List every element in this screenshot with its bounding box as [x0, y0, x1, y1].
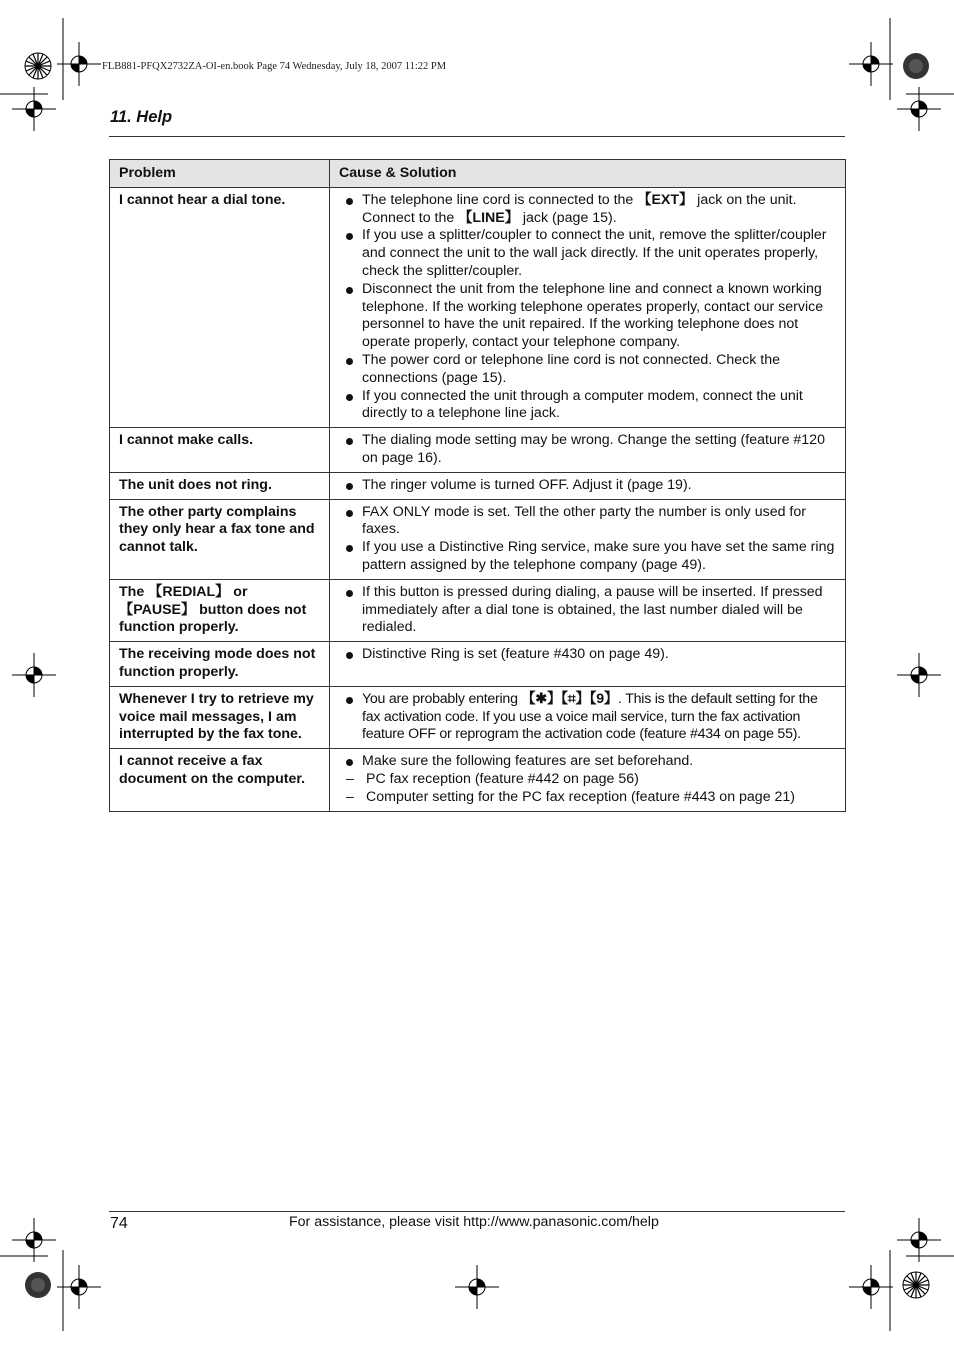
- cause-item: The ringer volume is turned OFF. Adjust it (page 19).: [344, 477, 837, 495]
- assistance-note: For assistance, please visit http://www.panasonic.com/help: [289, 1214, 659, 1230]
- feature-subitem: – PC fax reception (feature #442 on page 56): [344, 771, 837, 789]
- cause-list: [344, 504, 837, 575]
- cause-item: If you connected the unit through a computer modem, connect the unit directly to a telephone line jack.: [344, 388, 837, 424]
- problem-cell: I cannot receive a fax document on the computer.: [110, 749, 330, 811]
- table-row: [110, 686, 846, 748]
- registration-target: [12, 87, 56, 131]
- cause-item: Disconnect the unit from the telephone line and connect a known working telephone. If the working telephone operates properly, contact our service personnel to have the unit repaired. If the working telephone does not operate properly, contact your telephone company.: [344, 281, 837, 352]
- registration-target: [455, 1265, 499, 1309]
- cause-cell: [330, 642, 846, 687]
- fax-activation-code-keys: 【✱】【⌗】【9】: [521, 690, 618, 707]
- registration-target: [57, 1265, 101, 1309]
- column-header-cause-solution: Cause & Solution: [330, 160, 846, 188]
- problem-cell: The 【REDIAL】 or 【PAUSE】 button does not function properly.: [110, 579, 330, 641]
- troubleshooting-table: [109, 159, 846, 812]
- starburst-mark: [902, 1271, 930, 1299]
- line-key-label: 【LINE】: [458, 209, 519, 226]
- cause-list: [344, 192, 837, 423]
- cause-list: [344, 753, 837, 771]
- cause-item: Distinctive Ring is set (feature #430 on page 49).: [344, 646, 837, 664]
- cause-item: If this button is pressed during dialing, a pause will be inserted. If pressed immediately after a dial tone is obtained, the last number dialed will be redialed.: [344, 584, 837, 637]
- registration-target: [849, 42, 893, 86]
- table-row: [110, 499, 846, 579]
- cause-item: You are probably entering 【✱】【⌗】【9】. This is the default setting for the fax activation code. If you use a voice mail service, turn the fax activation feature OFF or reprogram the activation code (feature #434 on page 55).: [344, 691, 837, 744]
- table-header-row: [110, 160, 846, 188]
- table-row: [110, 472, 846, 499]
- table-row: [110, 749, 846, 811]
- section-title: 11. Help: [110, 108, 173, 126]
- problem-cell: I cannot hear a dial tone.: [110, 187, 330, 427]
- density-dot-mark: [24, 1271, 52, 1299]
- registration-target: [897, 1218, 941, 1262]
- print-slug: FLB881-PFQX2732ZA-OI-en.book Page 74 Wednesday, July 18, 2007 11:22 PM: [102, 61, 447, 72]
- problem-cell: The receiving mode does not function properly.: [110, 642, 330, 687]
- registration-target: [897, 87, 941, 131]
- registration-target: [849, 1265, 893, 1309]
- cause-list: [344, 691, 837, 744]
- table-row: [110, 642, 846, 687]
- table-row: [110, 187, 846, 427]
- table-row: [110, 579, 846, 641]
- page-number: 74: [110, 1215, 128, 1232]
- cause-cell: [330, 499, 846, 579]
- cause-cell: [330, 428, 846, 473]
- header-rule: [109, 136, 845, 137]
- cause-item: FAX ONLY mode is set. Tell the other party the number is only used for faxes.: [344, 504, 837, 540]
- ext-key-label: 【EXT】: [637, 191, 694, 208]
- cause-cell: [330, 472, 846, 499]
- registration-target: [12, 653, 56, 697]
- feature-subitem: – Computer setting for the PC fax reception (feature #443 on page 21): [344, 789, 837, 807]
- problem-cell: The other party complains they only hear a fax tone and cannot talk.: [110, 499, 330, 579]
- cause-list: [344, 584, 837, 637]
- cause-list: [344, 646, 837, 664]
- cause-cell: [330, 686, 846, 748]
- cause-list: [344, 432, 837, 468]
- density-dot-mark: [902, 52, 930, 80]
- problem-cell: Whenever I try to retrieve my voice mail messages, I am interrupted by the fax tone.: [110, 686, 330, 748]
- table-row: [110, 428, 846, 473]
- cause-item: If you use a splitter/coupler to connect the unit, remove the splitter/coupler and connect the unit to the wall jack directly. If the unit operates properly, check the splitter/coupler.: [344, 227, 837, 280]
- registration-target: [12, 1218, 56, 1262]
- pause-key-label: 【PAUSE】: [119, 601, 196, 618]
- cause-cell: [330, 187, 846, 427]
- cause-cell: [330, 749, 846, 811]
- cause-item: The power cord or telephone line cord is not connected. Check the connections (page 15).: [344, 352, 837, 388]
- feature-sublist: [344, 771, 837, 807]
- registration-target: [897, 653, 941, 697]
- registration-target: [57, 42, 101, 86]
- problem-cell: The unit does not ring.: [110, 472, 330, 499]
- cause-item: The dialing mode setting may be wrong. Change the setting (feature #120 on page 16).: [344, 432, 837, 468]
- redial-key-label: 【REDIAL】: [148, 583, 230, 600]
- cause-item: The telephone line cord is connected to the 【EXT】 jack on the unit. Connect to the 【LINE】 jack (page 15).: [344, 192, 837, 228]
- starburst-mark: [24, 52, 52, 80]
- problem-cell: I cannot make calls.: [110, 428, 330, 473]
- footer-rule: [109, 1211, 845, 1212]
- cause-item: If you use a Distinctive Ring service, make sure you have set the same ring pattern assigned by the telephone company (page 49).: [344, 539, 837, 575]
- cause-list: [344, 477, 837, 495]
- cause-item: Make sure the following features are set beforehand.: [344, 753, 837, 771]
- cause-cell: [330, 579, 846, 641]
- column-header-problem: Problem: [110, 160, 330, 188]
